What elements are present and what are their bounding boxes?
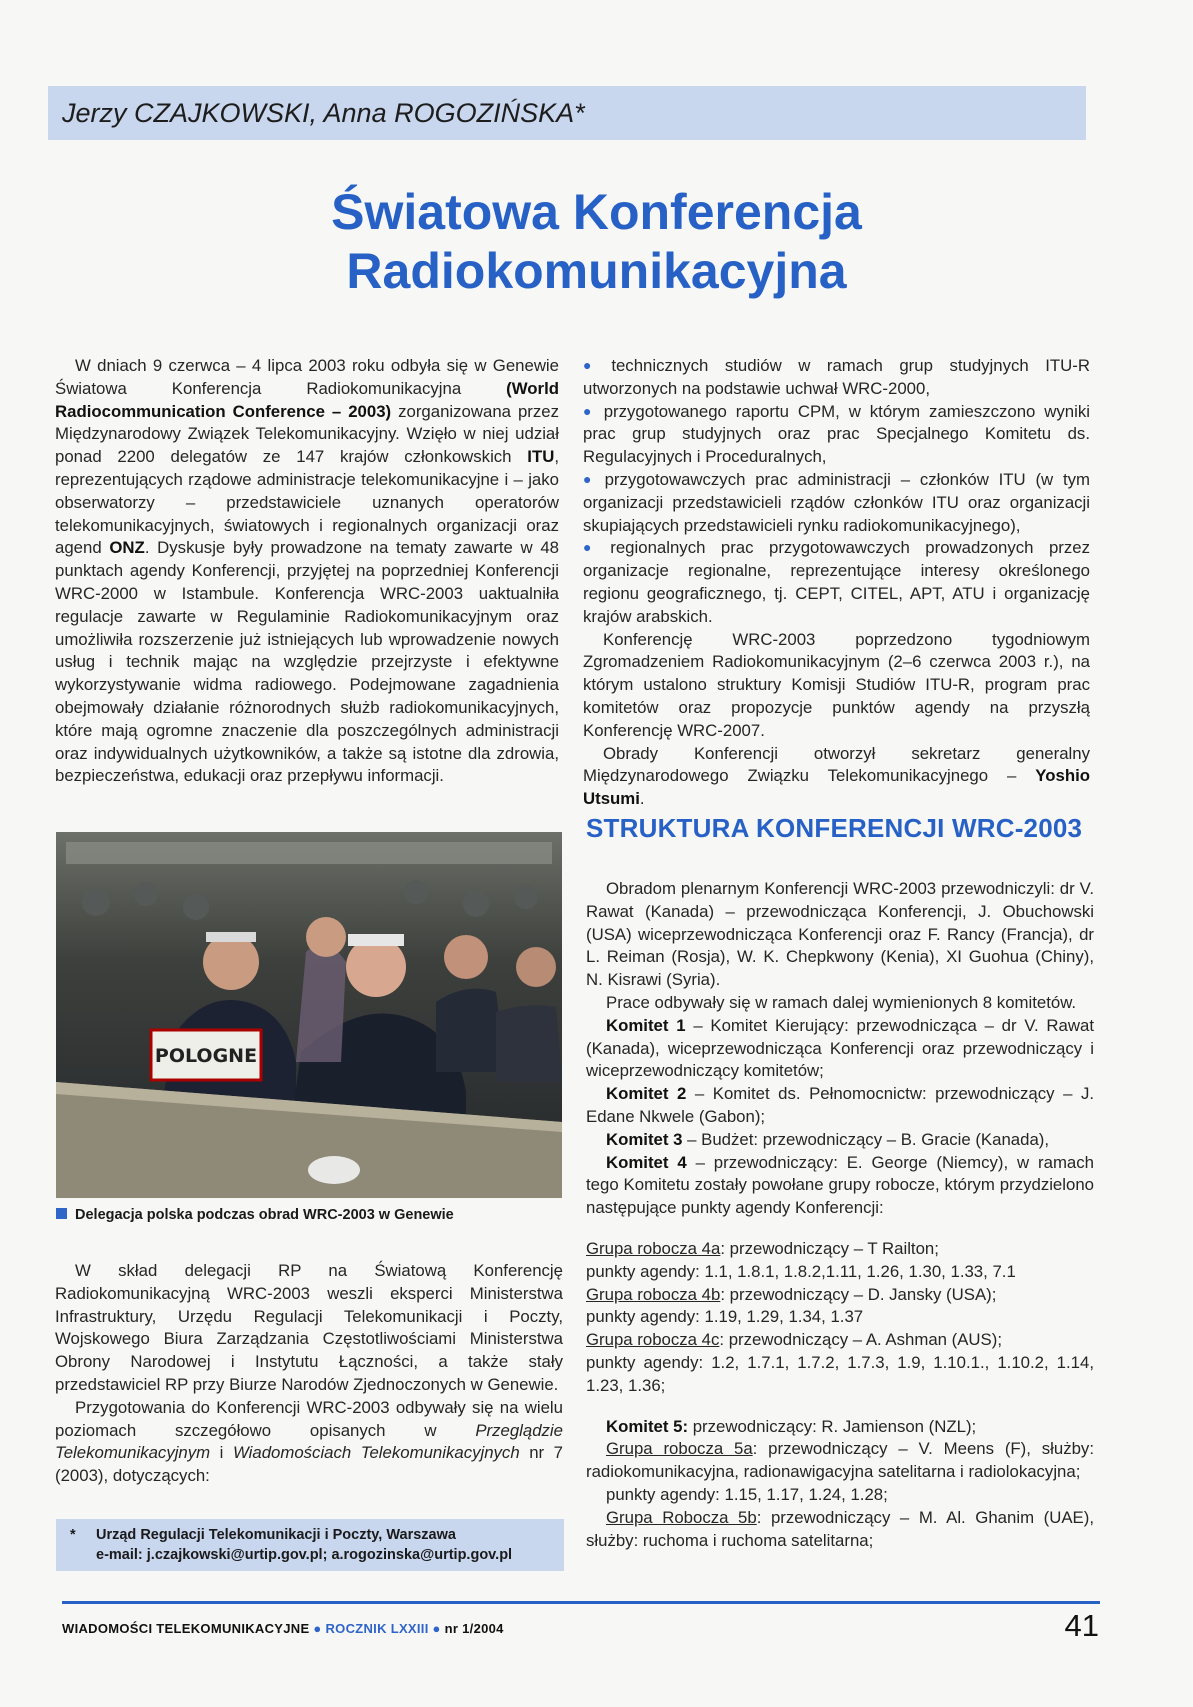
committee-2-label: Komitet 2 [606, 1084, 687, 1104]
footer-issue: nr 1/2004 [444, 1621, 504, 1636]
left-column-intro [55, 355, 559, 788]
prep-text-b: i [210, 1443, 233, 1463]
group-4a [586, 1238, 1094, 1261]
delegation-paragraph: W skład delegacji RP na Światową Konferencję Radiokomunikacyjną WRC-2003 weszli eksperci Ministerstwa Infrastruktury, Urzędu Regulacji Telekomunikacji i Poczty, Wojskowego Biura Zarządzania Częstotliwościami Ministerstwa Obrony Narodowej i Instytutu Łączności, a także stały przedstawiciel RP przy Biurze Narodów Zjednoczonych w Genewie. [55, 1261, 563, 1394]
footer-journal: WIADOMOŚCI TELEKOMUNIKACYJNE [62, 1621, 310, 1636]
footnote-emails: e-mail: j.czajkowski@urtip.gov.pl; a.rogozinska@urtip.gov.pl [96, 1547, 513, 1563]
footer-sep-icon: ● [313, 1621, 322, 1636]
intro-bold-itu: ITU [527, 447, 555, 467]
group-5a [586, 1438, 1094, 1484]
prep-text-c: nr 7 (2003), dotyczących: [55, 1443, 563, 1486]
intro-text-3: , reprezentujących rządowe administracje telekomunikacyjne i – jako obserwatorzy – przedstawiciele uznanych operatorów telekomunikacyjnych, światowych i regionalnych organizacji oraz agend [55, 447, 559, 558]
author-footnote [56, 1519, 564, 1571]
committee-5 [586, 1416, 1094, 1439]
footer-sep-icon: ● [432, 1621, 441, 1636]
pologne-sign: POLOGNE [154, 1045, 258, 1067]
page-number: 41 [1064, 1608, 1099, 1643]
group-5a-label: Grupa robocza 5a [606, 1439, 753, 1459]
authors: Jerzy CZAJKOWSKI, Anna ROGOZIŃSKA* [62, 98, 585, 128]
caption-text: Delegacja polska podczas obrad WRC-2003 w Genewie [75, 1207, 454, 1223]
group-5b [586, 1507, 1094, 1553]
bullet-item: ● technicznych studiów w ramach grup studyjnych ITU-R utworzonych na podstawie uchwał WRC-2000, [583, 355, 1090, 401]
article-title-line1: Światowa Konferencja [331, 184, 862, 240]
committee-4-text: – przewodniczący: E. George (Niemcy), w ramach tego Komitetu zostały powołane grupy robocze, którym przydzielono następujące punkty agendy Konferencji: [586, 1152, 1094, 1218]
group-4c [586, 1329, 1094, 1352]
secretary-name: Yoshio Utsumi [583, 766, 1090, 809]
intro-bold-wrc: (World Radiocommunication Conference – 2003) [55, 378, 559, 421]
plenary-paragraph: Obradom plenarnym Konferencji WRC-2003 przewodniczyli: dr V. Rawat (Kanada) – przewodnicząca Konferencji, J. Obuchowski (USA) wiceprzewodnicząca Konferencji oraz F. Rancy (Francja), dr L. Reiman (Rosja), W. K. Chepkwony (Kenia), XI Guohua (Chiny), N. Kisrawi (Syria). [586, 879, 1094, 990]
intro-bold-onz: ONZ [109, 538, 145, 558]
group-4a-text: : przewodniczący – T Railton; [720, 1238, 939, 1258]
intro-text-1: W dniach 9 czerwca – 4 lipca 2003 roku odbyła się w Genewie Światowa Konferencja Radiokomunikacyjna [55, 356, 559, 398]
footer-volume: ROCZNIK LXXIII [325, 1621, 429, 1636]
delegation-photo [56, 832, 562, 1198]
opening-end: . [639, 789, 645, 809]
prep-italic-2: Wiadomościach Telekomunikacyjnych [232, 1443, 520, 1463]
footer-rule [62, 1601, 1100, 1604]
committee-1-text: – Komitet Kierujący: przewodnicząca – dr V. Rawat (Kanada), wiceprzewodnicząca Konferencji oraz przewodniczący i wiceprzewodniczący komitetów; [586, 1015, 1094, 1081]
footnote-star: * [70, 1527, 76, 1543]
committee-3-label: Komitet 3 [606, 1129, 683, 1149]
group-4a-points: punkty agendy: 1.1, 1.8.1, 1.8.2,1.11, 1.26, 1.30, 1.33, 7.1 [586, 1261, 1016, 1281]
opening-text: Obrady Konferencji otworzył sekretarz generalny Międzynarodowego Związku Telekomunikacyjnego – [583, 743, 1090, 786]
group-4b-points: punkty agendy: 1.19, 1.29, 1.34, 1.37 [586, 1307, 864, 1327]
committee-4 [586, 1152, 1094, 1220]
bullet-item: ● przygotowanego raportu CPM, w którym zamieszczono wyniki prac grup studyjnych oraz prac Specjalnego Komitetu ds. Regulacyjnych i Proceduralnych, [583, 401, 1090, 469]
committee-1 [586, 1015, 1094, 1083]
photo-illustration [56, 832, 562, 1198]
group-5a-points: punkty agendy: 1.15, 1.17, 1.24, 1.28; [606, 1484, 888, 1504]
section-heading: STRUKTURA KONFERENCJI WRC-2003 [586, 813, 1083, 843]
committee-3-text: – Budżet: przewodniczący – B. Gracie (Kanada), [682, 1129, 1050, 1149]
committee-1-label: Komitet 1 [606, 1015, 686, 1035]
group-5a-text: : przewodniczący – V. Meens (F), służby: radiokomunikacyjna, radionawigacyjna satelitarna i radiolokacyjna; [586, 1439, 1094, 1482]
right-column-top [583, 355, 1090, 811]
photo-caption [56, 1207, 454, 1223]
left-column-bottom [55, 1260, 563, 1488]
footer [62, 1621, 504, 1636]
article-title-line2: Radiokomunikacyjna [346, 243, 847, 299]
committee-5-text: przewodniczący: R. Jamienson (NZL); [688, 1416, 977, 1436]
committees-paragraph: Prace odbywały się w ramach dalej wymienionych 8 komitetów. [606, 992, 1077, 1012]
committee-5-label: Komitet 5: [606, 1416, 689, 1436]
committee-2 [586, 1083, 1094, 1129]
bullet-item: ● regionalnych prac przygotowawczych prowadzonych przez organizacje regionalne, reprezentujące interesy określonego regionu geograficznego, tj. CEPT, CITEL, APT, ATU i organizację krajów arabskich. [583, 537, 1090, 628]
footnote-affiliation: Urząd Regulacji Telekomunikacji i Poczty, Warszawa [96, 1527, 456, 1543]
right-column-bottom [586, 878, 1094, 1552]
bullet-item: ● przygotowawczych prac administracji – członków ITU (w tym organizacji przedstawicieli rządów członków ITU oraz organizacji skupiających przedstawicieli rynku radiokomunikacyjnego), [583, 469, 1090, 537]
committee-4-label: Komitet 4 [606, 1152, 687, 1172]
intro-paragraph [55, 355, 559, 788]
prep-text-a: Przygotowania do Konferencji WRC-2003 odbywały się na wielu poziomach szczegółowo opisanych w [55, 1397, 563, 1440]
group-4c-label: Grupa robocza 4c [586, 1330, 720, 1350]
author-band [48, 86, 1086, 140]
intro-text-4: . Dyskusje były prowadzone na tematy zawarte w 48 punktach agendy Konferencji, przyjętej na poprzedniej Konferencji WRC-2000 w Istambule. Konferencja WRC-2003 uaktualniła regulacje zawarte w Regulaminie Radiokomunikacyjnym oraz umożliwiła rozszerzenie już istniejących lub wprowadzenie nowych usług i technik mając na względzie przejrzyste i efektywne wykorzystywanie widma radiowego. Podejmowane zagadnienia obejmowały działanie różnorodnych służb radiokomunikacyjnych, które mają ogromne znaczenie dla poszczególnych administracji oraz indywidualnych użytkowników, a także są istotne dla zdrowia, bezpieczeństwa, edukacji oraz przepływu informacji. [55, 538, 559, 786]
intro-text-2: zorganizowana przez Międzynarodowy Związek Telekomunikacyjny. Wzięło w niej udział ponad 2200 delegatów ze 147 krajów członkowskich [55, 401, 559, 467]
preparation-paragraph [55, 1397, 563, 1488]
committee-3 [586, 1129, 1094, 1152]
group-4b-text: : przewodniczący – D. Jansky (USA); [720, 1284, 997, 1304]
assembly-paragraph: Konferencję WRC-2003 poprzedzono tygodniowym Zgromadzeniem Radiokomunikacyjnym (2–6 czerwca 2003 r.), na którym ustalono struktury Komisji Studiów ITU-R, program prac komitetów oraz propozycje punktów agendy na przyszłą Konferencję WRC-2007. [583, 629, 1090, 740]
group-4c-points: punkty agendy: 1.2, 1.7.1, 1.7.2, 1.7.3, 1.9, 1.10.1., 1.10.2, 1.14, 1.23, 1.36; [586, 1352, 1094, 1395]
group-4a-label: Grupa robocza 4a [586, 1238, 721, 1258]
group-5b-label: Grupa Robocza 5b [606, 1507, 757, 1527]
caption-square-icon [56, 1208, 67, 1219]
prep-italic-1: Przeglądzie Telekomunikacyjnym [55, 1420, 563, 1463]
committee-2-text: – Komitet ds. Pełnomocnictw: przewodniczący – J. Edane Nkwele (Gabon); [586, 1084, 1094, 1126]
group-4b-label: Grupa robocza 4b [586, 1284, 721, 1304]
group-4b [586, 1284, 1094, 1307]
group-5b-text: : przewodniczący – M. Al. Ghanim (UAE), służby: ruchoma i ruchoma satelitarna; [586, 1507, 1094, 1550]
opening-paragraph [583, 743, 1090, 811]
group-4c-text: : przewodniczący – A. Ashman (AUS); [719, 1330, 1002, 1350]
